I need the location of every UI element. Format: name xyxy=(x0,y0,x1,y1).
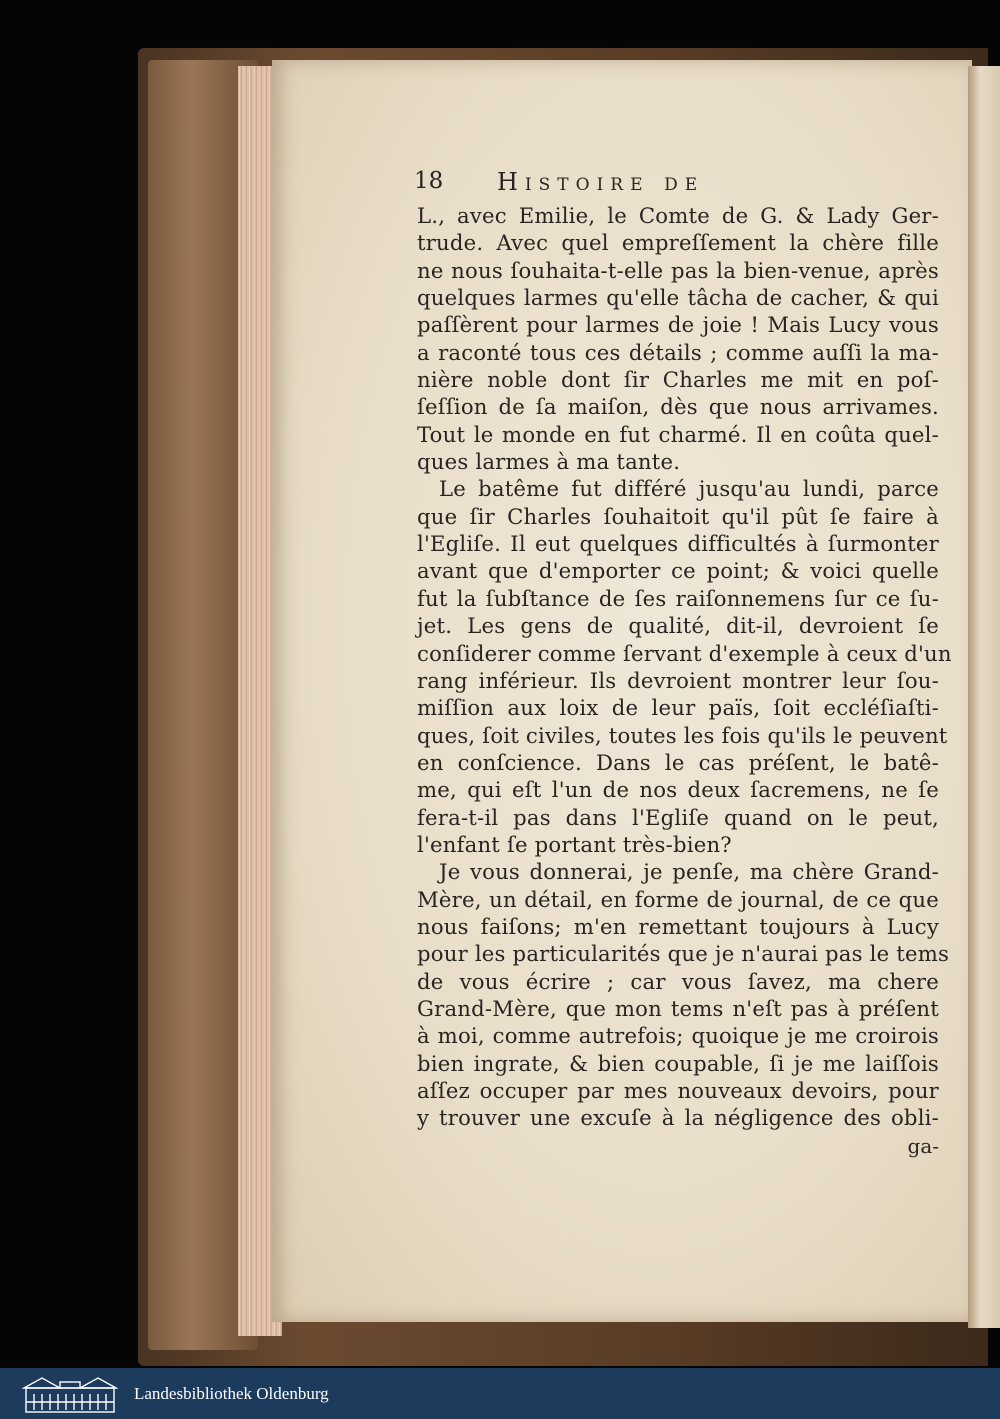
footer-bar xyxy=(0,1368,1000,1419)
text-line: y trouver une excuſe à la négligence des obli- xyxy=(417,1105,939,1131)
text-line: me, qui eſt l'un de nos deux ſacremens, ne ſe xyxy=(417,777,939,803)
text-line: l'Egliſe. Il eut quelques difficultés à ſurmonter xyxy=(417,531,939,557)
text-line: nière noble dont ſir Charles me mit en poſ- xyxy=(417,367,939,393)
text-line: de vous écrire ; car vous ſavez, ma chere xyxy=(417,968,939,994)
text-line: ques larmes à ma tante. xyxy=(417,449,681,475)
text-line: bien ingrate, & bien coupable, ſi je me laiſſois xyxy=(417,1050,939,1076)
text-line: Le batême fut différé jusqu'au lundi, parce xyxy=(439,476,939,502)
text-line: aſſez occuper par mes nouveaux devoirs, pour xyxy=(417,1078,939,1103)
text-line: pour les particularités que je n'aurai pas le tems xyxy=(417,941,950,967)
text-line: jet. Les gens de qualité, dit-il, devroient ſe xyxy=(417,613,939,639)
text-line: trude. Avec quel empreſſement la chère fille xyxy=(417,230,939,256)
running-title: Histoire de xyxy=(497,168,705,196)
text-line: Tout le monde en fut charmé. Il en coûta quel- xyxy=(417,421,939,447)
text-line: paſſèrent pour larmes de joie ! Mais Lucy vous xyxy=(417,312,939,338)
text-line: à moi, comme autrefois; quoique je me croirois xyxy=(417,1023,939,1049)
text-line: que ſir Charles ſouhaitoit qu'il pût ſe faire à xyxy=(417,503,939,529)
text-line: L., avec Emilie, le Comte de G. & Lady Ger- xyxy=(417,203,939,228)
text-line: fera-t-il pas dans l'Egliſe quand on le peut, xyxy=(417,804,939,830)
library-building-icon[interactable] xyxy=(20,1368,120,1419)
text-line: fut la ſubſtance de ſes raiſonnemens ſur ce ſu- xyxy=(417,585,939,611)
catchword: ga- xyxy=(907,1133,939,1158)
text-line: l'enfant ſe portant très-bien? xyxy=(417,831,732,857)
text-line: Grand-Mère, que mon tems n'eſt pas à préſent xyxy=(417,995,939,1021)
text-line: conſiderer comme ſervant d'exemple à ceux d'un xyxy=(417,640,952,666)
text-line: ques, ſoit civiles, toutes les fois qu'ils le peuvent xyxy=(417,722,948,748)
text-line: ne nous ſouhaita-t-elle pas la bien-venue, après xyxy=(417,257,939,283)
text-line: nous faiſons; m'en remettant toujours à Lucy xyxy=(417,913,939,939)
text-line: Je vous donnerai, je penſe, ma chère Grand- xyxy=(439,859,939,885)
text-line: avant que d'emporter ce point; & voici quelle xyxy=(417,558,939,584)
text-line: a raconté tous ces détails ; comme auſſi la ma- xyxy=(417,339,939,365)
text-line: Mère, un détail, en forme de journal, de ce que xyxy=(417,886,939,912)
page-text xyxy=(414,168,952,1158)
text-line: ſeſſion de ſa maiſon, dès que nous arrivames. xyxy=(417,394,939,420)
library-name[interactable]: Landesbibliothek Oldenburg xyxy=(134,1383,329,1403)
facing-page-edge xyxy=(968,66,1000,1328)
text-line: rang inférieur. Ils devroient montrer leur ſou- xyxy=(417,667,939,693)
text-line: quelques larmes qu'elle tâcha de cacher, & qui xyxy=(417,285,939,311)
page-number: 18 xyxy=(414,168,444,194)
body-text xyxy=(417,202,952,1132)
page-header xyxy=(414,168,939,202)
text-line: miſſion aux loix de leur païs, ſoit eccléſiaſti- xyxy=(417,695,939,721)
text-line: en conſcience. Dans le cas préſent, le batê- xyxy=(417,749,939,775)
